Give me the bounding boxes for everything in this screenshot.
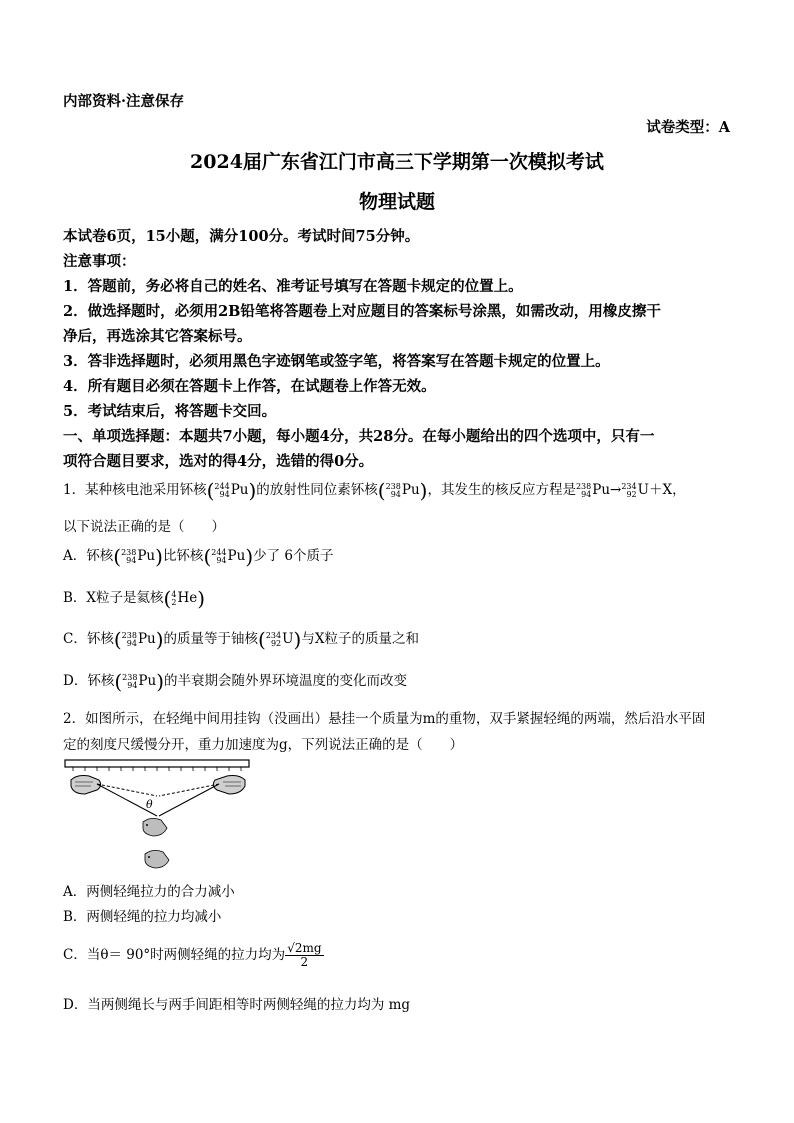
q1-stem-part: 1．某种核电池采用钚核: [63, 482, 207, 498]
hanging-weight-icon: [143, 818, 169, 868]
confidential-note: 内部资料·注意保存: [63, 93, 185, 110]
rope-ruler-figure: [63, 756, 253, 874]
q2-option-d[interactable]: D．当两侧绳长与两手间距相等时两侧轻绳的拉力均为 mg: [63, 997, 411, 1013]
notes-heading: 注意事项：: [63, 253, 136, 270]
q2-option-c[interactable]: C．当θ＝ 90°时两侧轻绳的拉力均为 $\frac{√2mg}{2}$: [63, 941, 322, 970]
q2-option-a[interactable]: A．两侧轻绳拉力的合力减小: [63, 884, 235, 900]
q2-option-b[interactable]: B．两侧轻绳的拉力均减小: [63, 909, 222, 925]
note-5: 5．考试结束后，将答题卡交回。: [63, 403, 277, 420]
q1-option-b[interactable]: B．X粒子是氦核( 4 2 He): [63, 586, 206, 611]
note-3: 3．答非选择题时，必须用黑色字迹钢笔或签字笔，将答案写在答题卡规定的位置上。: [63, 353, 610, 370]
theta-label: θ: [146, 798, 153, 811]
section-heading-cont: 项符合题目要求，选对的得4分，选错的得0分。: [63, 453, 374, 470]
note-4: 4．所有题目必须在答题卡上作答，在试题卷上作答无效。: [63, 378, 436, 395]
note-2-cont: 净后，再选涂其它答案标号。: [63, 328, 252, 345]
q1-stem-part: 的放射性同位素钚核: [256, 482, 378, 498]
nuclide-pu238: 238 94: [575, 481, 592, 499]
nuclide-pu238: 238 94: [385, 481, 401, 499]
q2-stem-cont: 定的刻度尺缓慢分开，重力加速度为g，下列说法正确的是（ ）: [63, 737, 464, 753]
fraction-sqrt2mg-over-2: $\frac{√2mg}{2}$: [287, 941, 322, 970]
q1-stem-part: ，其发生的核反应方程是: [427, 482, 576, 498]
paper-type: 试卷类型：A: [646, 119, 730, 136]
note-1: 1．答题前，务必将自己的姓名、准考证号填写在答题卡规定的位置上。: [63, 278, 523, 295]
q1-option-a[interactable]: A．钚核( 238 94 Pu)比钚核( 244 94 Pu)少了 6个质子: [63, 544, 334, 569]
ruler: [65, 760, 249, 767]
left-hand-icon: [71, 776, 101, 795]
reaction-arrow: →: [610, 482, 622, 498]
q1-stem-cont: 以下说法正确的是（ ）: [63, 519, 225, 535]
rope: [97, 784, 219, 816]
q1-stem: 1．某种核电池采用钚核( 244 94 Pu)的放射性同位素钚核( 238 94 Pu)，其发生的核反应方程是 238 94 Pu→ 234 92 U＋X，: [63, 478, 686, 503]
nuclide-u234: 234 92: [621, 481, 637, 499]
page-title: 2024届广东省江门市高三下学期第一次模拟考试: [190, 151, 604, 173]
section-heading: 一、单项选择题：本题共7小题，每小题4分，共28分。在每小题给出的四个选项中，只有一: [63, 428, 655, 445]
intro-text: 本试卷6页，15小题，满分100分。考试时间75分钟。: [63, 228, 420, 245]
nuclide-pu244: 244 94: [214, 481, 230, 499]
page-subtitle: 物理试题: [358, 191, 435, 213]
q1-option-c[interactable]: C．钚核( 238 94 Pu)的质量等于铀核( 234 92 U)与X粒子的质量之和: [63, 627, 419, 652]
note-2: 2．做选择题时，必须用2B铅笔将答题卷上对应题目的答案标号涂黑，如需改动，用橡皮擦干: [63, 303, 661, 320]
q1-option-d[interactable]: D．钚核( 238 94 Pu)的半衰期会随外界环境温度的变化而改变: [63, 669, 408, 694]
q2-stem: 2．如图所示，在轻绳中间用挂钩（没画出）悬挂一个质量为m的重物，双手紧握轻绳的两端，然后沿水平固: [63, 711, 706, 727]
